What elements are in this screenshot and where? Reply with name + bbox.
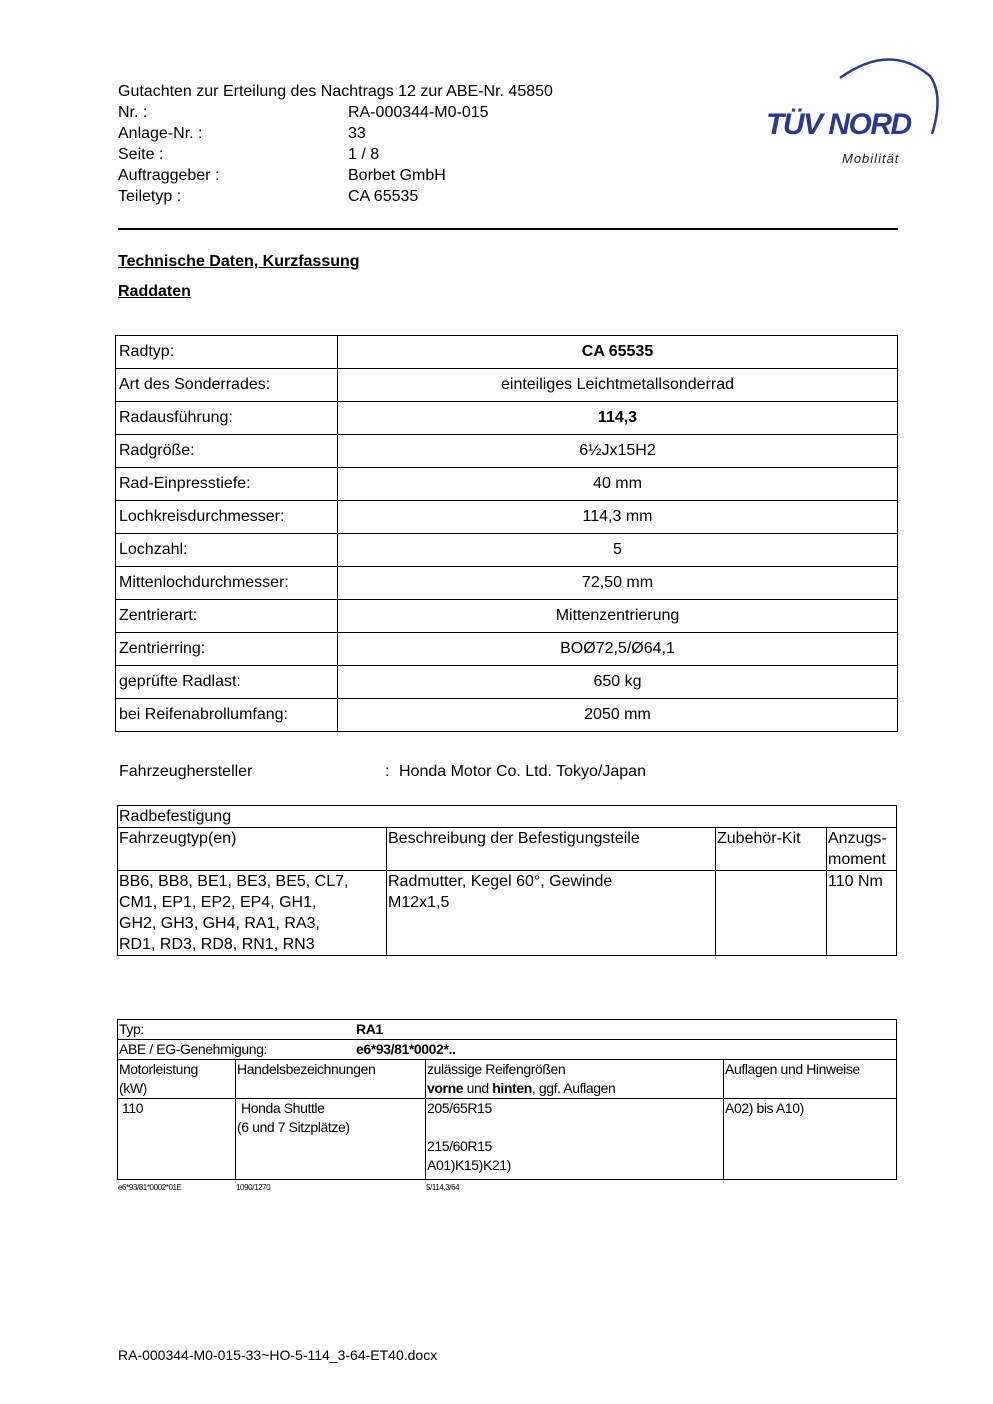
vehicle-types-line: BB6, BB8, BE1, BE3, BE5, CL7, <box>119 873 349 890</box>
header-value-seite: 1 / 8 <box>348 146 380 163</box>
header-torque: Anzugs-moment <box>827 828 897 871</box>
tires-front-label: vorne <box>427 1080 464 1096</box>
section-title: Technische Daten, Kurzfassung <box>118 253 360 270</box>
wheel-label: Radausführung: <box>116 402 338 435</box>
wheel-label: Radgröße: <box>116 435 338 468</box>
tire-notes: A01)K15)K21) <box>427 1157 511 1173</box>
wheel-value: einteiliges Leichtmetallsonderrad <box>338 369 898 402</box>
mounting-title: Radbefestigung <box>118 806 897 828</box>
tires-rear-label: hinten <box>492 1080 532 1096</box>
wheel-value: 2050 mm <box>338 699 898 732</box>
manufacturer-value: Honda Motor Co. Ltd. Tokyo/Japan <box>399 763 646 780</box>
table-row <box>116 336 898 369</box>
typ-value: RA1 <box>356 1021 383 1037</box>
vehicle-types-line: CM1, EP1, EP2, EP4, GH1, <box>119 894 317 911</box>
header-label-teiletyp: Teiletyp : <box>118 188 182 205</box>
tire-size: 215/60R15 <box>427 1138 492 1154</box>
header-value-teiletyp: CA 65535 <box>348 188 419 205</box>
table-row <box>116 402 898 435</box>
wheel-label: Lochzahl: <box>116 534 338 567</box>
wheel-value: 6½Jx15H2 <box>338 435 898 468</box>
header-label-nr: Nr. : <box>118 104 148 121</box>
wheel-value: 114,3 mm <box>338 501 898 534</box>
footnote-approval: e6*93/81*0002*01E <box>118 1183 182 1192</box>
wheel-value: 114,3 <box>338 402 898 435</box>
logo-brand: TÜV NORD <box>766 108 911 141</box>
wheel-label: geprüfte Radlast: <box>116 666 338 699</box>
typ-row <box>118 1020 897 1040</box>
table-row <box>116 699 898 732</box>
table-row <box>118 1099 897 1180</box>
kit-cell <box>716 871 827 956</box>
tire-spacer <box>427 1118 722 1137</box>
wheel-value: BOØ72,5/Ø64,1 <box>338 633 898 666</box>
wheel-label: Art des Sonderrades: <box>116 369 338 402</box>
vehicle-types-cell <box>118 871 387 956</box>
table-row <box>116 633 898 666</box>
description-line: Radmutter, Kegel 60°, Gewinde <box>388 873 613 890</box>
table-row <box>116 468 898 501</box>
tires-rest: , ggf. Auflagen <box>531 1080 616 1096</box>
table-row <box>118 1040 897 1060</box>
tires-and: und <box>463 1080 493 1096</box>
header-value-nr: RA-000344-M0-015 <box>348 104 489 121</box>
wheel-value: 72,50 mm <box>338 567 898 600</box>
manufacturer-separator: : <box>385 763 390 780</box>
table-row <box>118 828 897 871</box>
table-row <box>118 806 897 828</box>
table-row <box>116 435 898 468</box>
abe-row <box>118 1040 897 1060</box>
trade-line: Honda Shuttle <box>241 1100 325 1116</box>
header-tires-line1: zulässige Reifengrößen <box>427 1061 566 1077</box>
notes-cell: A02) bis A10) <box>724 1099 897 1180</box>
header-power-line: Motorleistung <box>119 1061 198 1077</box>
tire-size: 205/65R15 <box>427 1100 492 1116</box>
header-power-line: (kW) <box>119 1080 147 1096</box>
wheel-label: Rad-Einpresstiefe: <box>116 468 338 501</box>
header-divider <box>118 228 898 230</box>
wheel-value: 40 mm <box>338 468 898 501</box>
wheel-label: bei Reifenabrollumfang: <box>116 699 338 732</box>
table-row <box>116 567 898 600</box>
wheel-value: Mittenzentrierung <box>338 600 898 633</box>
table-row <box>116 534 898 567</box>
manufacturer-label: Fahrzeughersteller <box>119 763 253 780</box>
wheel-label: Mittenlochdurchmesser: <box>116 567 338 600</box>
header-notes: Auflagen und Hinweise <box>724 1060 897 1099</box>
power-cell: 110 <box>118 1099 236 1180</box>
table-row <box>118 871 897 956</box>
trade-cell <box>236 1099 426 1180</box>
header-tires-line2 <box>427 1079 722 1098</box>
table-row <box>116 501 898 534</box>
footnote-power: 1090/1270 <box>236 1183 271 1192</box>
header-label-seite: Seite : <box>118 146 164 163</box>
report-title: Gutachten zur Erteilung des Nachtrags 12 zur ABE-Nr. 45850 <box>118 83 553 100</box>
header-trade: Handelsbezeichnungen <box>236 1060 426 1099</box>
header-value-auftraggeber: Borbet GmbH <box>348 167 446 184</box>
typ-label: Typ: <box>119 1021 144 1037</box>
table-row <box>118 1020 897 1040</box>
header-description: Beschreibung der Befestigungsteile <box>387 828 716 871</box>
footnote-bolt: 5/114,3/64 <box>426 1183 460 1192</box>
table-row <box>116 369 898 402</box>
header-value-anlage: 33 <box>348 125 366 142</box>
document-filename: RA-000344-M0-015-33~HO-5-114_3-64-ET40.docx <box>118 1347 438 1363</box>
description-line: M12x1,5 <box>388 894 450 911</box>
torque-cell: 110 Nm <box>827 871 897 956</box>
header-power <box>118 1060 236 1099</box>
header-vehicle-types: Fahrzeugtyp(en) <box>118 828 387 871</box>
wheel-label: Lochkreisdurchmesser: <box>116 501 338 534</box>
table-row <box>116 600 898 633</box>
wheel-value: 650 kg <box>338 666 898 699</box>
table-row <box>116 666 898 699</box>
trade-line: (6 und 7 Sitzplätze) <box>237 1119 350 1135</box>
wheel-data-table <box>115 335 898 732</box>
abe-value: e6*93/81*0002*.. <box>356 1041 456 1057</box>
subsection-title: Raddaten <box>118 283 191 300</box>
header-tires <box>426 1060 724 1099</box>
abe-label: ABE / EG-Genehmigung: <box>119 1041 268 1057</box>
header-label-anlage: Anlage-Nr. : <box>118 125 203 142</box>
wheel-label: Zentrierring: <box>116 633 338 666</box>
wheel-label: Radtyp: <box>116 336 338 369</box>
vehicle-types-line: GH2, GH3, GH4, RA1, RA3, <box>119 915 320 932</box>
wheel-value: 5 <box>338 534 898 567</box>
mounting-table <box>117 805 897 956</box>
table-row <box>118 1060 897 1099</box>
header-label-auftraggeber: Auftraggeber : <box>118 167 220 184</box>
tires-cell <box>426 1099 724 1180</box>
description-cell <box>387 871 716 956</box>
vehicle-types-line: RD1, RD3, RD8, RN1, RN3 <box>119 936 315 953</box>
header-kit: Zubehör-Kit <box>716 828 827 871</box>
logo-subtitle: Mobilität <box>842 151 900 166</box>
wheel-label: Zentrierart: <box>116 600 338 633</box>
wheel-value: CA 65535 <box>338 336 898 369</box>
type-table <box>117 1019 897 1180</box>
